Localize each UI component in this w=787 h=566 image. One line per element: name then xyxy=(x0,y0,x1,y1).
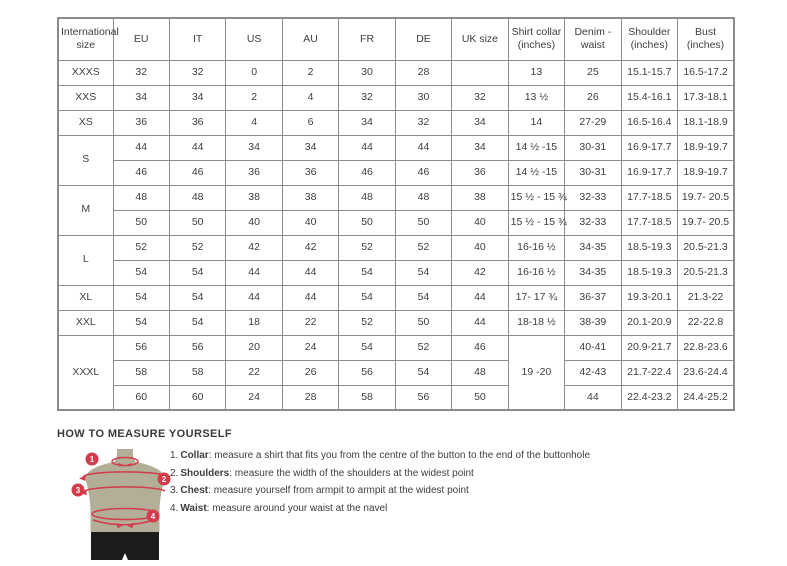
marker-number: 3 xyxy=(75,486,81,495)
size-cell: 44 xyxy=(339,135,395,160)
size-group-label: M xyxy=(58,185,113,235)
size-cell: 56 xyxy=(113,335,169,360)
column-header: Denim - waist xyxy=(565,18,621,60)
instruction-text: : measure around your waist at the navel xyxy=(206,502,388,514)
size-cell: 54 xyxy=(339,285,395,310)
size-cell: 50 xyxy=(395,210,451,235)
size-cell: 46 xyxy=(339,160,395,185)
size-cell: 22.8-23.6 xyxy=(678,335,734,360)
instruction-text: : measure a shirt that fits you from the centre of the button to the end of the buttonhole xyxy=(208,450,591,461)
size-cell: 44 xyxy=(113,135,169,160)
size-group-label: XXL xyxy=(58,310,113,335)
marker-number: 4 xyxy=(150,512,156,521)
size-cell: 50 xyxy=(452,385,508,410)
size-cell: 21.7-22.4 xyxy=(621,360,677,385)
instruction-term: Shoulders xyxy=(180,467,230,479)
size-cell: 24.4-25.2 xyxy=(678,385,734,410)
column-header: Shirt collar (inches) xyxy=(508,18,564,60)
size-cell: 32 xyxy=(395,110,451,135)
size-cell: 48 xyxy=(339,185,395,210)
size-cell: 46 xyxy=(452,335,508,360)
table-row xyxy=(58,185,734,210)
table-row xyxy=(58,235,734,260)
size-cell: 52 xyxy=(113,235,169,260)
size-cell: 60 xyxy=(169,385,225,410)
size-cell: 34 xyxy=(169,85,225,110)
column-header: International size xyxy=(58,18,113,60)
table-row xyxy=(58,110,734,135)
size-cell: 15 ½ - 15 ¾ xyxy=(508,210,564,235)
mannequin-shorts xyxy=(91,532,159,560)
size-cell: 24 xyxy=(282,335,338,360)
size-cell: 19.3-20.1 xyxy=(621,285,677,310)
size-cell: 44 xyxy=(282,285,338,310)
instruction-text: : measure yourself from armpit to armpit at the widest point xyxy=(208,485,469,496)
size-cell: 32-33 xyxy=(565,185,621,210)
table-row xyxy=(58,310,734,335)
size-cell: 40 xyxy=(226,210,282,235)
table-row xyxy=(58,260,734,285)
size-cell: 36-37 xyxy=(565,285,621,310)
size-group-label: XXXL xyxy=(58,335,113,410)
instruction-number: 4. xyxy=(170,502,179,514)
size-cell: 28 xyxy=(282,385,338,410)
size-cell: 34 xyxy=(452,110,508,135)
size-cell: 38 xyxy=(452,185,508,210)
size-cell: 60 xyxy=(113,385,169,410)
measure-instruction xyxy=(170,468,590,480)
size-cell: 20.5-21.3 xyxy=(678,235,734,260)
mannequin-diagram xyxy=(75,448,175,566)
size-cell: 58 xyxy=(113,360,169,385)
size-cell: 54 xyxy=(339,260,395,285)
size-cell: 20 xyxy=(226,335,282,360)
size-cell: 50 xyxy=(169,210,225,235)
size-group-label: XXXS xyxy=(58,60,113,85)
marker-number: 1 xyxy=(89,455,95,464)
size-cell: 38 xyxy=(282,185,338,210)
size-cell: 32 xyxy=(169,60,225,85)
size-cell: 18.5-19.3 xyxy=(621,260,677,285)
size-cell: 15.4-16.1 xyxy=(621,85,677,110)
size-cell: 36 xyxy=(282,160,338,185)
marker-2 xyxy=(158,473,171,486)
size-cell: 0 xyxy=(226,60,282,85)
size-cell: 54 xyxy=(169,285,225,310)
size-cell: 38 xyxy=(226,185,282,210)
size-cell: 16-16 ½ xyxy=(508,260,564,285)
size-cell: 50 xyxy=(339,210,395,235)
size-cell: 52 xyxy=(339,235,395,260)
size-cell: 56 xyxy=(339,360,395,385)
size-cell: 48 xyxy=(113,185,169,210)
size-cell: 22-22.8 xyxy=(678,310,734,335)
size-cell: 14 xyxy=(508,110,564,135)
size-cell: 48 xyxy=(395,185,451,210)
table-row xyxy=(58,335,734,360)
size-cell: 16.5-17.2 xyxy=(678,60,734,85)
instruction-number: 2. xyxy=(170,467,179,479)
size-cell: 36 xyxy=(226,160,282,185)
size-cell: 34-35 xyxy=(565,260,621,285)
size-cell: 34 xyxy=(226,135,282,160)
column-header: US xyxy=(226,18,282,60)
instruction-number: 3. xyxy=(170,485,179,496)
size-cell: 46 xyxy=(113,160,169,185)
size-cell: 15 ½ - 15 ¾ xyxy=(508,185,564,210)
size-cell: 34 xyxy=(282,135,338,160)
size-cell: 15.1-15.7 xyxy=(621,60,677,85)
size-cell: 2 xyxy=(282,60,338,85)
size-cell: 34 xyxy=(113,85,169,110)
size-cell xyxy=(452,60,508,85)
column-header: FR xyxy=(339,18,395,60)
instruction-text: : measure the width of the shoulders at the widest point xyxy=(229,467,474,479)
size-cell: 44 xyxy=(565,385,621,410)
size-cell: 44 xyxy=(169,135,225,160)
size-cell: 58 xyxy=(339,385,395,410)
size-cell: 54 xyxy=(395,360,451,385)
size-table-header-row xyxy=(58,18,734,60)
marker-number: 2 xyxy=(161,475,167,484)
measure-instruction xyxy=(170,450,590,462)
size-cell: 44 xyxy=(452,310,508,335)
size-cell: 42 xyxy=(452,260,508,285)
size-chart-table xyxy=(57,17,735,411)
size-cell: 20.5-21.3 xyxy=(678,260,734,285)
size-cell: 40 xyxy=(452,235,508,260)
size-cell: 13 ½ xyxy=(508,85,564,110)
size-cell: 40 xyxy=(452,210,508,235)
column-header: UK size xyxy=(452,18,508,60)
column-header: DE xyxy=(395,18,451,60)
size-cell: 42-43 xyxy=(565,360,621,385)
size-cell: 18 xyxy=(226,310,282,335)
marker-4 xyxy=(147,510,160,523)
size-cell: 23.6-24.4 xyxy=(678,360,734,385)
size-group-label: S xyxy=(58,135,113,185)
size-cell: 58 xyxy=(169,360,225,385)
size-cell: 27-29 xyxy=(565,110,621,135)
size-cell: 34 xyxy=(339,110,395,135)
size-cell: 17- 17 ¾ xyxy=(508,285,564,310)
size-cell: 18.5-19.3 xyxy=(621,235,677,260)
size-cell: 16.9-17.7 xyxy=(621,160,677,185)
size-cell: 30 xyxy=(339,60,395,85)
size-cell: 44 xyxy=(395,135,451,160)
size-cell: 32 xyxy=(113,60,169,85)
size-cell: 44 xyxy=(226,260,282,285)
collar-merged-cell: 19 -20 xyxy=(508,335,564,410)
size-cell: 54 xyxy=(339,335,395,360)
table-row xyxy=(58,210,734,235)
size-cell: 44 xyxy=(452,285,508,310)
size-group-label: L xyxy=(58,235,113,285)
size-group-label: XXS xyxy=(58,85,113,110)
size-cell: 36 xyxy=(452,160,508,185)
size-cell: 40 xyxy=(282,210,338,235)
size-cell: 19.7- 20.5 xyxy=(678,210,734,235)
size-cell: 17.7-18.5 xyxy=(621,185,677,210)
size-cell: 44 xyxy=(226,285,282,310)
measure-instructions-list xyxy=(170,450,590,514)
size-cell: 52 xyxy=(395,335,451,360)
size-cell: 54 xyxy=(169,260,225,285)
size-cell: 52 xyxy=(339,310,395,335)
size-cell: 52 xyxy=(169,235,225,260)
size-cell: 19.7- 20.5 xyxy=(678,185,734,210)
size-cell: 30-31 xyxy=(565,135,621,160)
size-cell: 46 xyxy=(395,160,451,185)
size-cell: 50 xyxy=(395,310,451,335)
size-table-head xyxy=(58,18,734,60)
size-cell: 18-18 ½ xyxy=(508,310,564,335)
size-group-label: XL xyxy=(58,285,113,310)
table-row xyxy=(58,160,734,185)
size-cell: 28 xyxy=(395,60,451,85)
size-cell: 20.9-21.7 xyxy=(621,335,677,360)
size-cell: 36 xyxy=(113,110,169,135)
size-cell: 17.7-18.5 xyxy=(621,210,677,235)
size-cell: 14 ½ -15 xyxy=(508,135,564,160)
size-cell: 18.9-19.7 xyxy=(678,160,734,185)
size-cell: 16.9-17.7 xyxy=(621,135,677,160)
size-cell: 52 xyxy=(395,235,451,260)
table-row xyxy=(58,385,734,410)
size-cell: 54 xyxy=(395,260,451,285)
size-cell: 56 xyxy=(395,385,451,410)
size-cell: 54 xyxy=(395,285,451,310)
table-row xyxy=(58,135,734,160)
size-cell: 25 xyxy=(565,60,621,85)
size-cell: 38-39 xyxy=(565,310,621,335)
measure-heading: HOW TO MEASURE YOURSELF xyxy=(57,428,233,440)
marker-1 xyxy=(86,453,99,466)
size-cell: 16-16 ½ xyxy=(508,235,564,260)
size-cell: 56 xyxy=(169,335,225,360)
size-cell: 32 xyxy=(452,85,508,110)
size-cell: 18.1-18.9 xyxy=(678,110,734,135)
table-row xyxy=(58,85,734,110)
size-cell: 54 xyxy=(169,310,225,335)
column-header: IT xyxy=(169,18,225,60)
size-cell: 42 xyxy=(282,235,338,260)
instruction-term: Waist xyxy=(180,502,207,514)
size-cell: 42 xyxy=(226,235,282,260)
size-cell: 50 xyxy=(113,210,169,235)
size-cell: 2 xyxy=(226,85,282,110)
size-cell: 34 xyxy=(452,135,508,160)
size-cell: 32-33 xyxy=(565,210,621,235)
size-cell: 40-41 xyxy=(565,335,621,360)
instruction-term: Collar xyxy=(180,450,209,461)
size-group-label: XS xyxy=(58,110,113,135)
size-cell: 13 xyxy=(508,60,564,85)
size-cell: 54 xyxy=(113,285,169,310)
size-cell: 22 xyxy=(282,310,338,335)
size-table-body xyxy=(58,60,734,410)
size-cell: 48 xyxy=(452,360,508,385)
column-header: AU xyxy=(282,18,338,60)
measure-instruction xyxy=(170,503,590,515)
size-cell: 26 xyxy=(565,85,621,110)
table-row xyxy=(58,285,734,310)
size-cell: 4 xyxy=(282,85,338,110)
instruction-term: Chest xyxy=(180,485,209,496)
table-row xyxy=(58,360,734,385)
size-cell: 34-35 xyxy=(565,235,621,260)
size-cell: 16.5-16.4 xyxy=(621,110,677,135)
size-cell: 17.3-18.1 xyxy=(678,85,734,110)
size-cell: 32 xyxy=(339,85,395,110)
size-cell: 6 xyxy=(282,110,338,135)
size-cell: 22.4-23.2 xyxy=(621,385,677,410)
measure-instruction xyxy=(170,485,590,497)
column-header: Bust (inches) xyxy=(678,18,734,60)
size-cell: 54 xyxy=(113,260,169,285)
column-header: Shoulder (inches) xyxy=(621,18,677,60)
size-cell: 22 xyxy=(226,360,282,385)
size-cell: 14 ½ -15 xyxy=(508,160,564,185)
size-cell: 36 xyxy=(169,110,225,135)
size-cell: 30 xyxy=(395,85,451,110)
size-cell: 46 xyxy=(169,160,225,185)
size-cell: 30-31 xyxy=(565,160,621,185)
size-cell: 44 xyxy=(282,260,338,285)
size-cell: 18.9-19.7 xyxy=(678,135,734,160)
size-cell: 48 xyxy=(169,185,225,210)
size-cell: 24 xyxy=(226,385,282,410)
size-cell: 21.3-22 xyxy=(678,285,734,310)
how-to-measure-section xyxy=(57,428,747,566)
size-cell: 26 xyxy=(282,360,338,385)
size-cell: 54 xyxy=(113,310,169,335)
size-cell: 20.1-20.9 xyxy=(621,310,677,335)
marker-3 xyxy=(72,484,85,497)
column-header: EU xyxy=(113,18,169,60)
instruction-number: 1. xyxy=(170,450,179,461)
table-row xyxy=(58,60,734,85)
size-cell: 4 xyxy=(226,110,282,135)
